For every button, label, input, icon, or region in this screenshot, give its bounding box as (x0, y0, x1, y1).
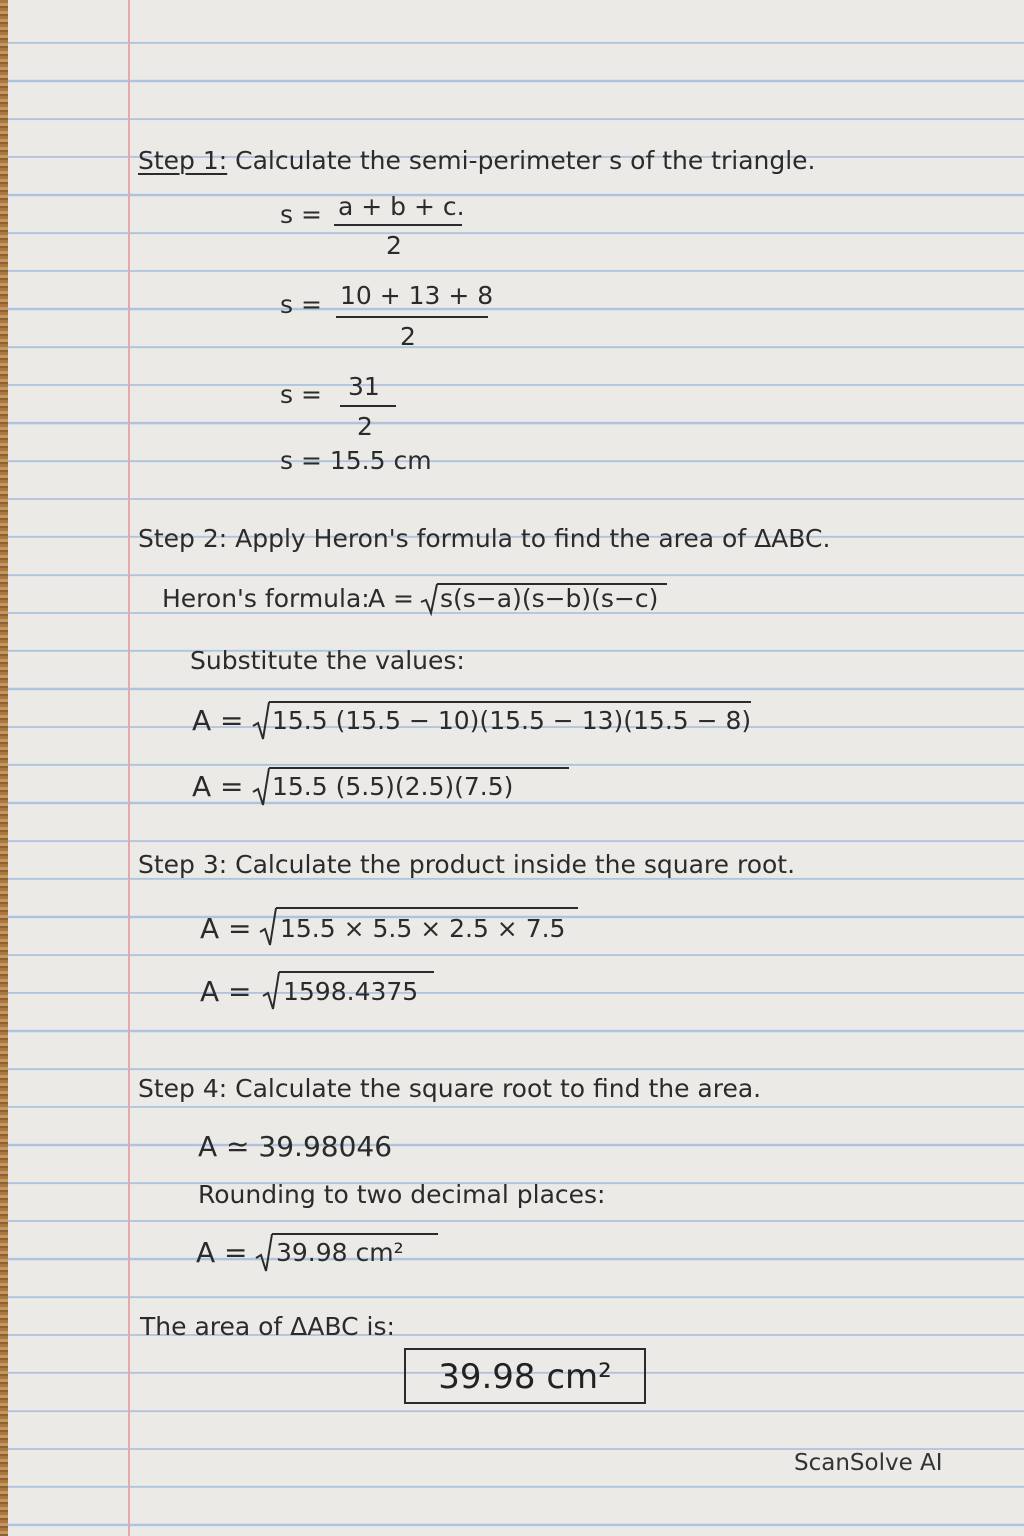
square-root-icon (255, 1232, 273, 1274)
product2-radical-bar (279, 971, 434, 973)
sub1-radical-bar (269, 701, 751, 703)
sub2-radicand: 15.5 (5.5)(2.5)(7.5) (272, 772, 514, 801)
step1-f3-fraction-bar (340, 405, 396, 407)
substitute-label: Substitute the values: (190, 646, 465, 675)
sub1-radicand: 15.5 (15.5 − 10)(15.5 − 13)(15.5 − 8) (272, 706, 752, 735)
step1-heading-text: Calculate the semi-perimeter s of the triangle. (235, 146, 816, 175)
sub2-lhs: A = (192, 770, 244, 803)
product2-radicand: 1598.4375 (283, 977, 419, 1006)
step2-heading: Step 2: Apply Heron's formula to find the area of ΔABC. (138, 524, 831, 553)
conclusion-text: The area of ΔABC is: (140, 1312, 395, 1341)
heron-formula-radicand: s(s−a)(s−b)(s−c) (440, 584, 659, 613)
step4-heading: Step 4: Calculate the square root to find the area. (138, 1074, 762, 1103)
step1-result: s = 15.5 cm (280, 446, 432, 475)
final-answer: 39.98 cm² (438, 1357, 612, 1397)
step1-heading (138, 146, 816, 176)
step1-f3-denominator: 2 (357, 412, 373, 441)
step3-heading: Step 3: Calculate the product inside the square root. (138, 850, 796, 879)
square-root-icon (262, 970, 280, 1012)
answer-box (404, 1348, 646, 1404)
rounded-lhs: A = (196, 1236, 248, 1269)
step1-f2-numerator: 10 + 13 + 8 (340, 281, 494, 310)
margin-line (128, 0, 130, 1536)
step1-f1-denominator: 2 (386, 231, 402, 260)
heron-formula-lhs: A = (368, 584, 414, 613)
heron-formula-label: Heron's formula: (162, 584, 370, 613)
approx-value: A ≃ 39.98046 (198, 1130, 393, 1163)
sub2-radical-bar (269, 767, 569, 769)
rounding-label: Rounding to two decimal places: (198, 1180, 606, 1209)
step1-f3-numerator: 31 (348, 372, 380, 401)
product1-lhs: A = (200, 912, 252, 945)
corkboard-edge (0, 0, 8, 1536)
rounded-radical-bar (272, 1233, 438, 1235)
watermark: ScanSolve AI (794, 1450, 943, 1476)
product1-radical-bar (276, 907, 578, 909)
square-root-icon (420, 582, 438, 616)
product1-radicand: 15.5 × 5.5 × 2.5 × 7.5 (280, 914, 566, 943)
square-root-icon (259, 906, 277, 948)
step1-f2-lhs: s = (280, 290, 322, 319)
step1-f1-lhs: s = (280, 200, 322, 229)
square-root-icon (252, 700, 270, 742)
square-root-icon (252, 766, 270, 808)
product2-lhs: A = (200, 975, 252, 1008)
sub1-lhs: A = (192, 704, 244, 737)
step1-f3-lhs: s = (280, 380, 322, 409)
step1-label: Step 1: (138, 146, 228, 175)
rounded-radicand: 39.98 cm² (276, 1238, 404, 1267)
step1-f1-numerator: a + b + c. (338, 192, 465, 221)
step1-f1-fraction-bar (334, 224, 462, 226)
step1-f2-fraction-bar (336, 316, 488, 318)
step1-f2-denominator: 2 (400, 322, 416, 351)
